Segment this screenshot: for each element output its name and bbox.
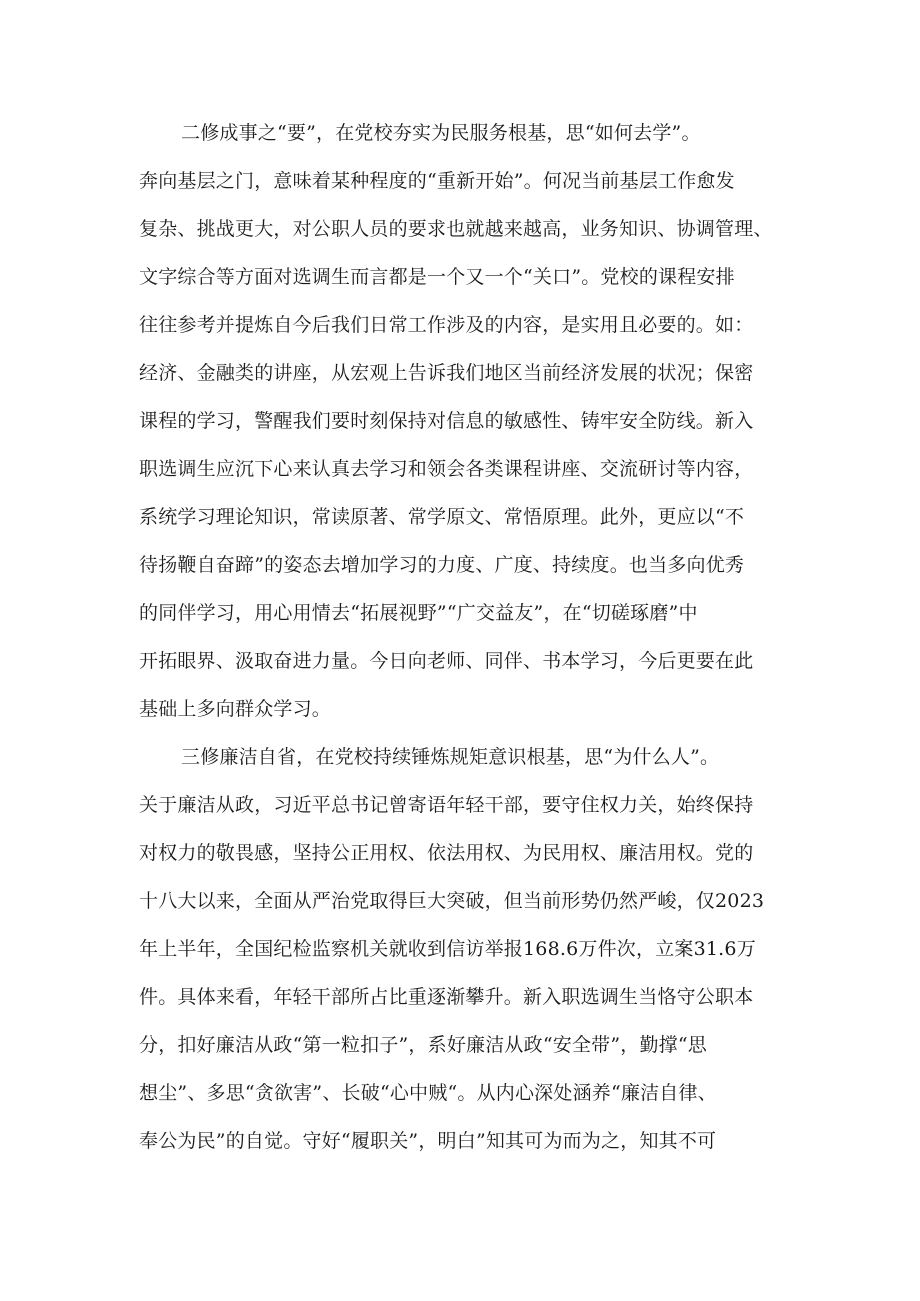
text-line: 基础上多向群众学习。 bbox=[139, 698, 332, 720]
text-line: 系统学习理论知识，常读原著、常学原文、常悟原理。此外，更应以“不 bbox=[139, 506, 745, 528]
text-line: 文字综合等方面对选调生而言都是一个又一个“关口”。党校的课程安排 bbox=[139, 266, 735, 288]
text-line: 十八大以来，全面从严治党取得巨大突破，但当前形势仍然严峻，仅2023 bbox=[139, 890, 765, 912]
text-line: 往往参考并提炼自今后我们日常工作涉及的内容，是实用且必要的。如： bbox=[139, 314, 754, 336]
text-line: 经济、金融类的讲座，从宏观上告诉我们地区当前经济发展的状况；保密 bbox=[139, 362, 754, 384]
text-line: 复杂、挑战更大，对公职人员的要求也就越来越高，业务知识、协调管理、 bbox=[139, 218, 773, 240]
text-line: 想尘”、多思“贪欲害”、长破“心中贼“。从内心深处涵养“廉洁自律、 bbox=[139, 1082, 717, 1104]
paragraph-heading-3: 三修廉洁自省，在党校持续锤炼规矩意识根基，思“为什么人”。 bbox=[181, 746, 720, 768]
text-line: 奉公为民”的自觉。守好“履职关”，明白”知其可为而为之，知其不可 bbox=[139, 1130, 717, 1152]
text-line: 待扬鞭自奋蹄”的姿态去增加学习的力度、广度、持续度。也当多向优秀 bbox=[139, 554, 745, 576]
text-line: 奔向基层之门，意味着某种程度的“重新开始”。何况当前基层工作愈发 bbox=[139, 170, 735, 192]
text-line: 件。具体来看，年轻干部所占比重逐渐攀升。新入职选调生当恪守公职本 bbox=[139, 986, 754, 1008]
text-line: 职选调生应沉下心来认真去学习和领会各类课程讲座、交流研讨等内容， bbox=[139, 458, 754, 480]
text-line: 对权力的敬畏感，坚持公正用权、依法用权、为民用权、廉洁用权。党的 bbox=[139, 842, 754, 864]
text-line: 分，扣好廉洁从政“第一粒扣子”，系好廉洁从政“安全带”，勤撑“思 bbox=[139, 1034, 707, 1056]
text-line: 年上半年，全国纪检监察机关就收到信访举报168.6万件次，立案31.6万 bbox=[139, 938, 756, 960]
text-line: 的同伴学习，用心用情去“拓展视野”“广交益友”，在“切磋琢磨”中 bbox=[139, 602, 698, 624]
text-line: 开拓眼界、汲取奋进力量。今日向老师、同伴、书本学习，今后更要在此 bbox=[139, 650, 754, 672]
paragraph-heading-2: 二修成事之“要”，在党校夯实为民服务根基，思“如何去学”。 bbox=[181, 122, 701, 144]
text-line: 课程的学习，警醒我们要时刻保持对信息的敏感性、铸牢安全防线。新入 bbox=[139, 410, 754, 432]
text-line: 关于廉洁从政，习近平总书记曾寄语年轻干部，要守住权力关，始终保持 bbox=[139, 794, 754, 816]
